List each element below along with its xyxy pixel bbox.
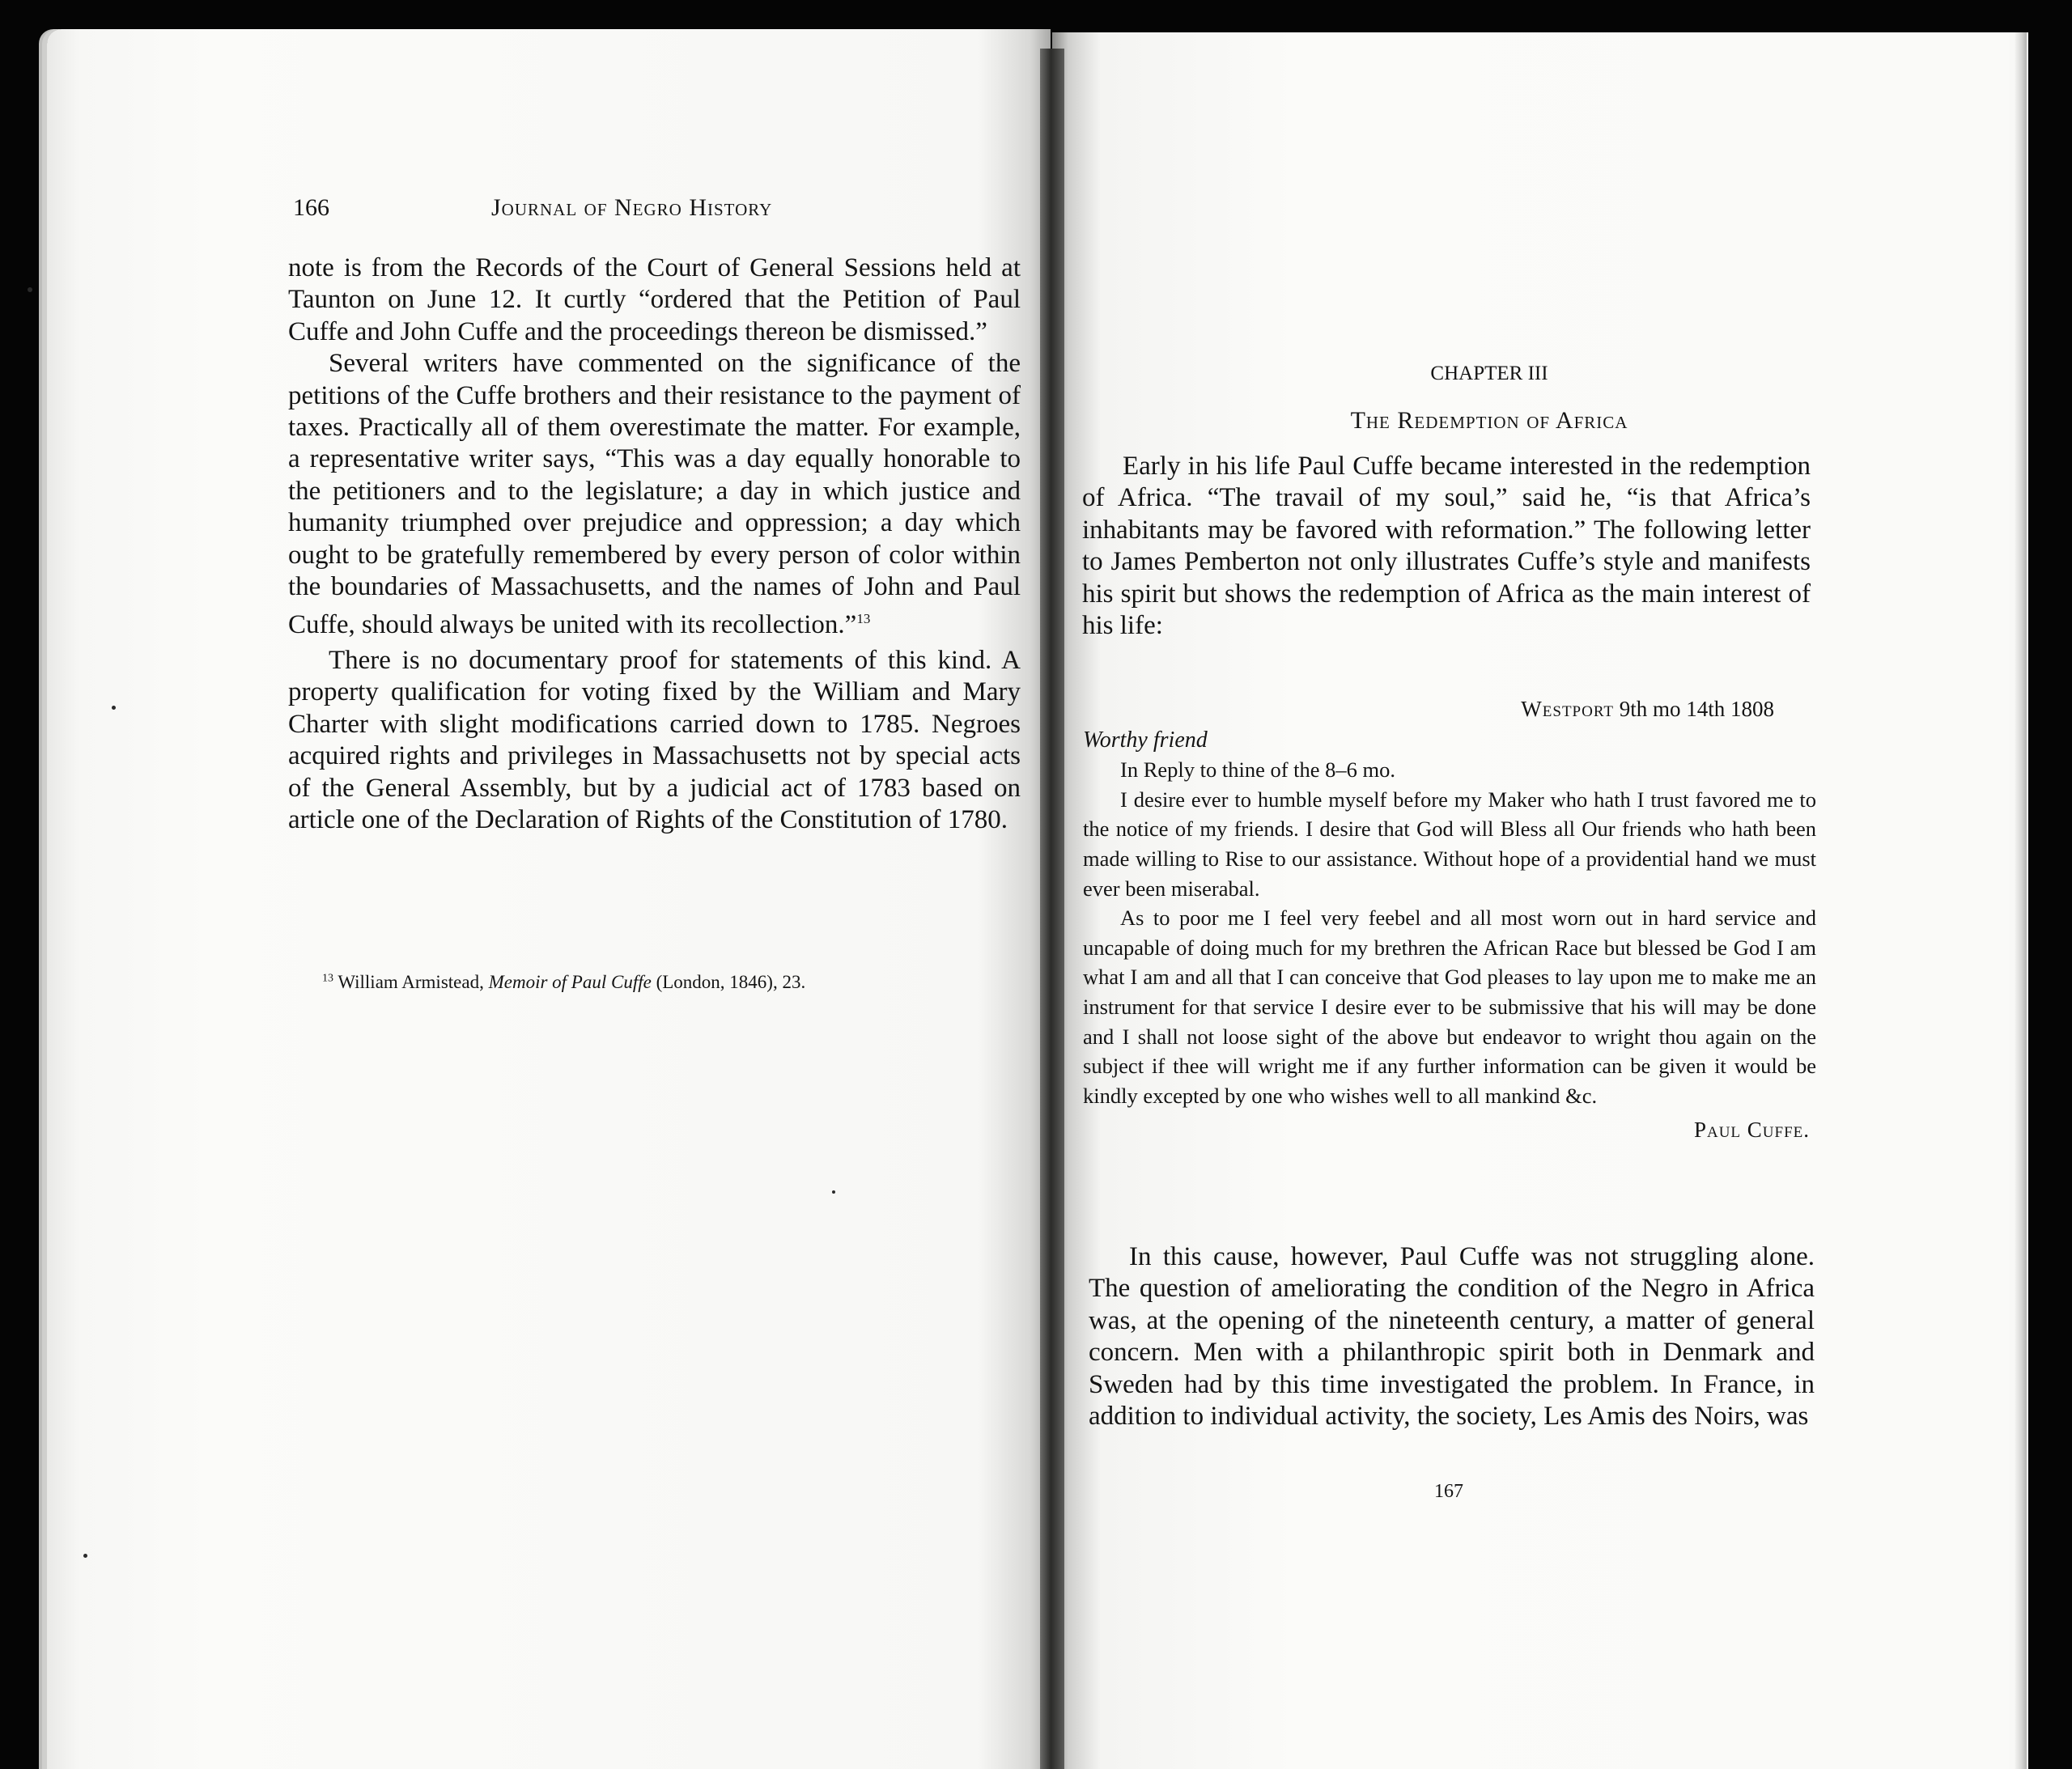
footnote-author: William Armistead, <box>338 972 484 992</box>
left-paragraph-2 <box>288 348 1021 642</box>
letter-signature: Paul Cuffe. <box>1693 1118 1810 1143</box>
letter-paragraph-1: In Reply to thine of the 8–6 mo. <box>1120 757 1396 783</box>
book-gutter <box>1040 49 1064 1769</box>
footnote-ref: 13 <box>856 611 871 627</box>
footnote-number: 13 <box>322 972 333 985</box>
scan-speck <box>832 1190 835 1194</box>
right-closing <box>1089 1241 1815 1432</box>
footnote-rest: (London, 1846), 23. <box>656 972 806 992</box>
intro-paragraph: Early in his life Paul Cuffe became interested in the redemption of Africa. “The travail of my soul,” said he, “is that Africa’s inhabitants may be favored with reformation.” The following letter to James Pemberton not only illustrates Cuffe’s style and manifests his spirit but shows the redemption of Africa as the main interest of his life: <box>1082 452 1811 641</box>
left-paragraph-1: note is from the Records of the Court of General Sessions held at Taunton on June 12. It curtly “ordered that the Petition of Paul Cuffe and John Cuffe and the proceedings thereon be dismissed.” <box>288 253 1021 346</box>
left-paragraph-3: There is no documentary proof for statements of this kind. A property qualification for voting fixed by the William and Mary Charter with slight modifications carried down to 1785. Negroes acquired rights and privileges in Massachusetts not by special acts of the General Assembly, but by a judicial act of 1783 based on article one of the Declaration of Rights of the Constitution of 1780. <box>288 645 1021 834</box>
letter-body <box>1083 755 1816 1110</box>
chapter-title: The Redemption of Africa <box>1350 407 1628 434</box>
scan-speck <box>112 706 116 710</box>
footnote <box>322 972 1018 993</box>
right-page-number: 167 <box>1434 1481 1463 1502</box>
footnote-title: Memoir of Paul Cuffe <box>488 972 652 992</box>
left-page-header <box>293 194 843 222</box>
letter-date: 9th mo 14th 1808 <box>1619 697 1774 721</box>
letter <box>1083 694 1816 1145</box>
left-page-number: 166 <box>293 194 329 221</box>
right-intro <box>1082 451 1811 642</box>
scan-speck <box>28 287 32 292</box>
running-head: Journal of Negro History <box>491 194 773 221</box>
letter-paragraph-2: I desire ever to humble myself before my Maker who hath I trust favored me to the notice of my friends. I desire that God will Bless all Our friends who hath been made willing to Rise to our assistance. Without hope of a providential hand we must ever been miserabal. <box>1083 787 1816 901</box>
closing-paragraph: In this cause, however, Paul Cuffe was not struggling alone. The question of ameliorating the condition of the Negro in Africa was, at the opening of the nineteenth century, a matter of general concern. Men with a philanthropic spirit both in Denmark and Sweden had by this time investigated the problem. In France, in addition to individual activity, the society, Les Amis des Noirs, was <box>1089 1242 1815 1432</box>
left-paragraph-2-text: Several writers have commented on the significance of the petitions of the Cuffe brothers and their resistance to the payment of taxes. Practically all of them overestimate the matter. For example, a representative writer says, “This was a day equally honorable to the petitioners and to the legislature; a day in which justice and humanity triumphed over prejudice and oppression; a day which ought to be gratefully remembered by every person of color within the boundaries of Massachusetts, and the names of John and Paul Cuffe, should always be united with its recollection.” <box>288 349 1021 640</box>
left-page-body <box>288 252 1021 836</box>
letter-dateline <box>1083 694 1816 724</box>
chapter-label: CHAPTER III <box>1430 363 1548 384</box>
scan-speck <box>83 1554 87 1558</box>
right-page-edge <box>2015 32 2027 1769</box>
letter-paragraph-3: As to poor me I feel very feebel and all most worn out in hard service and uncapable of doing much for my brethren the African Race but blessed be God I am what I am and all that I can conceive that God pleases to lay upon me to make me an instrument for that service I desire ever to be submissive that his will may be done and I shall not loose sight of the above but endeavor to wright thou again on the subject if thee will wright me if any further information can be given it would be kindly excepted by one who wishes well to all mankind &c. <box>1083 906 1816 1108</box>
letter-salutation: Worthy friend <box>1083 727 1208 753</box>
letter-place: Westport <box>1521 697 1614 721</box>
